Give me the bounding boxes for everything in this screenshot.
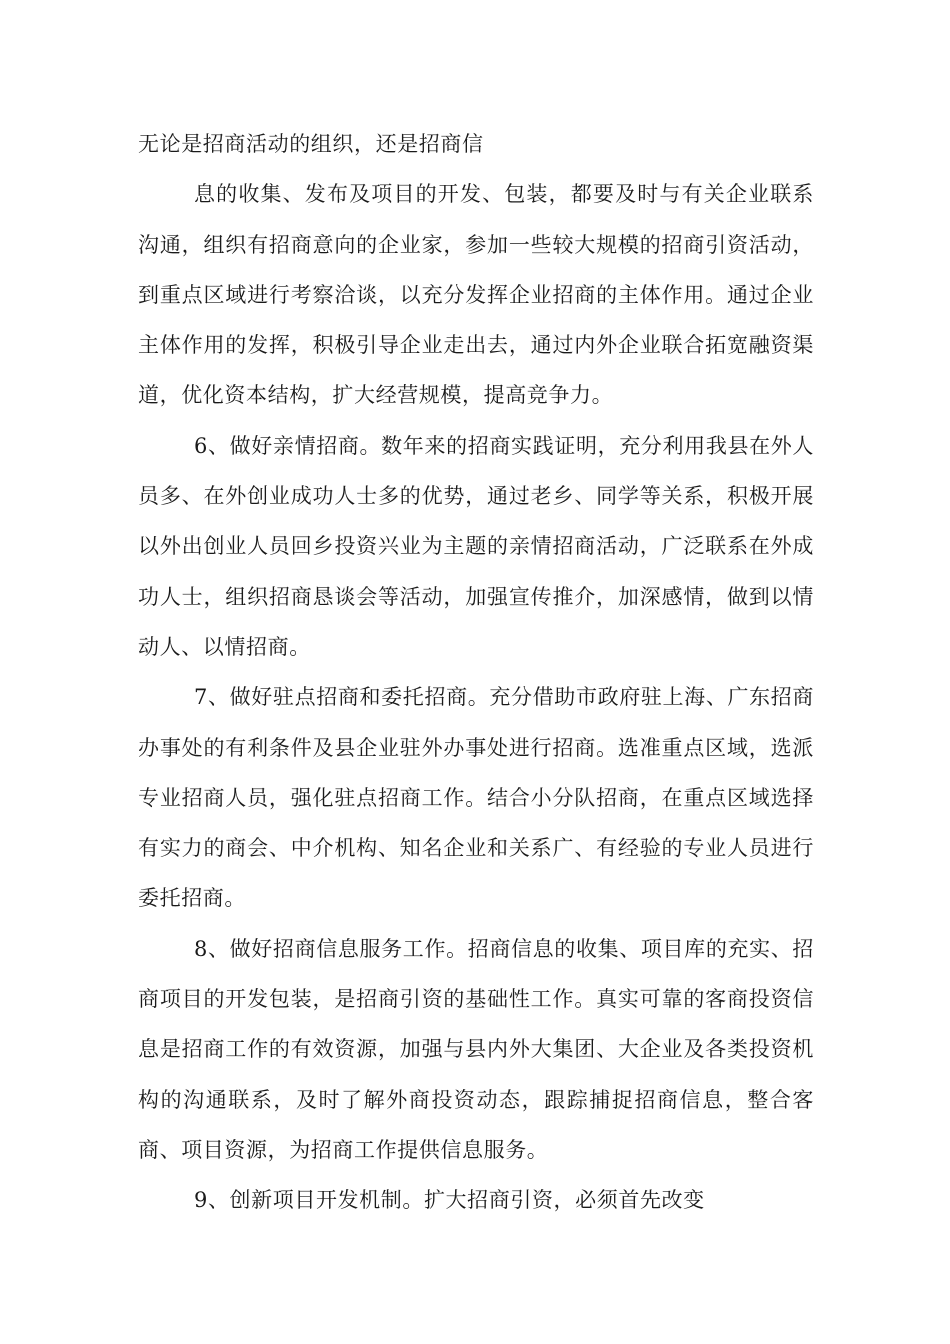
- paragraph-item-6-kinship-investment: 6、做好亲情招商。数年来的招商实践证明，充分利用我县在外人员多、在外创业成功人士多的优势，通过老乡、同学等关系，积极开展以外出创业人员回乡投资兴业为主题的亲情招商活动，广泛联系在外成功人士，组织招商恳谈会等活动，加强宣传推介，加深感情，做到以情动人、以情招商。: [138, 433, 814, 659]
- paragraph-enterprise-investment: 息的收集、发布及项目的开发、包装，都要及时与有关企业联系沟通，组织有招商意向的企业家，参加一些较大规模的招商引资活动，到重点区域进行考察洽谈，以充分发挥企业招商的主体作用。通过企业主体作用的发挥，积极引导企业走出去，通过内外企业联合拓宽融资渠道，优化资本结构，扩大经营规模，提高竞争力。: [138, 182, 814, 408]
- paragraph-item-9-project-development: 9、创新项目开发机制。扩大招商引资，必须首先改变: [194, 1188, 705, 1213]
- document-body: [138, 119, 814, 1226]
- paragraph-item-7-office-investment: 7、做好驻点招商和委托招商。充分借助市政府驻上海、广东招商办事处的有利条件及县企业驻外办事处进行招商。选准重点区域，选派专业招商人员，强化驻点招商工作。结合小分队招商，在重点区域选择有实力的商会、中介机构、知名企业和关系广、有经验的专业人员进行委托招商。: [138, 685, 814, 911]
- paragraph-item-8-information-service: 8、做好招商信息服务工作。招商信息的收集、项目库的充实、招商项目的开发包装，是招商引资的基础性工作。真实可靠的客商投资信息是招商工作的有效资源，加强与县内外大集团、大企业及各类投资机构的沟通联系，及时了解外商投资动态，跟踪捕捉招商信息，整合客商、项目资源，为招商工作提供信息服务。: [138, 936, 814, 1162]
- paragraph-continuation: 无论是招商活动的组织，还是招商信: [138, 132, 484, 156]
